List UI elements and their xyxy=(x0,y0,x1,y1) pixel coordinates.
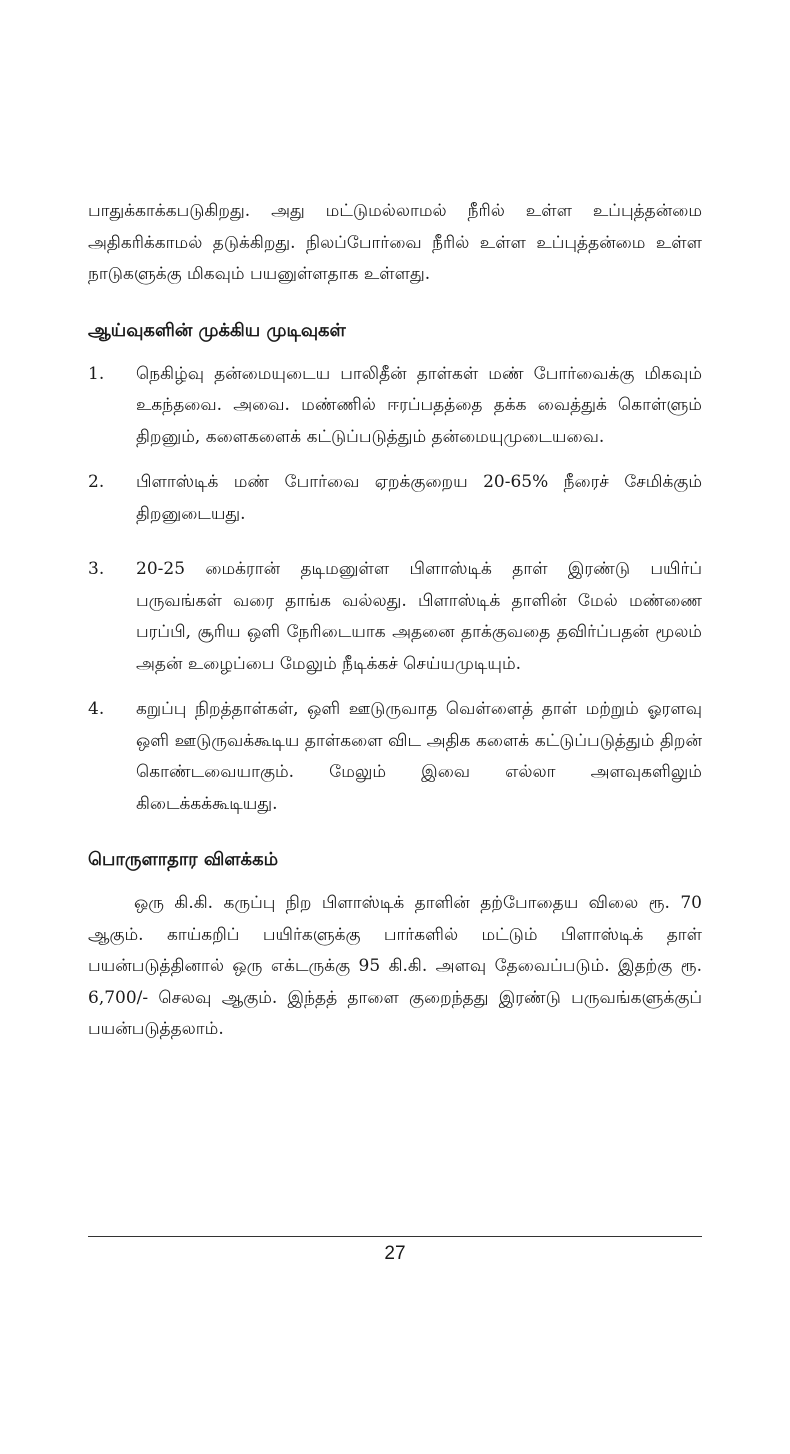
list-item-text: நெகிழ்வு தன்மையுடைய பாலிதீன் தாள்கள் மண் போர்வைக்கு மிகவும் உகந்தவை. அவை. மண்ணில் ஈரப்பதத்தை தக்க வைத்துக் கொள்ளும் திறனும், களைகளைக் கட்டுப்படுத்தும் தன்மையுமுடையவை. xyxy=(136,363,702,447)
findings-heading: ஆய்வுகளின் முக்கிய முடிவுகள் xyxy=(88,319,346,341)
list-item-number: 3. xyxy=(88,559,105,579)
list-item-text: கறுப்பு நிறத்தாள்கள், ஒளி ஊடுருவாத வெள்ளைத் தாள் மற்றும் ஓரளவு ஒளி ஊடுருவக்கூடிய தாள்களை விட அதிக களைக் கட்டுப்படுத்தும் திறன் கொண்டவையாகும். மேலும் இவை எல்லா அளவுகளிலும் கிடைக்கக்கூடியது. xyxy=(136,699,702,814)
list-item xyxy=(88,694,702,820)
findings-list xyxy=(88,359,702,821)
list-item-number: 4. xyxy=(88,699,105,719)
footer-divider xyxy=(88,1236,702,1237)
intro-paragraph: பாதுக்காக்கபடுகிறது. அது மட்டுமல்லாமல் நீரில் உள்ள உப்புத்தன்மை அதிகரிக்காமல் தடுக்கிறது. நிலப்போர்வை நீரில் உள்ள உப்புத்தன்மை உள்ள நாடுகளுக்கு மிகவும் பயனுள்ளதாக உள்ளது. xyxy=(88,201,702,284)
list-item-text: 20-25 மைக்ரான் தடிமனுள்ள பிளாஸ்டிக் தாள் இரண்டு பயிர்ப் பருவங்கள் வரை தாங்க வல்லது. பிளாஸ்டிக் தாளின் மேல் மண்ணை பரப்பி, சூரிய ஒளி நேரிடையாக அதனை தாக்குவதை தவிர்ப்பதன் மூலம் அதன் உழைப்பை மேலும் நீடிக்கச் செய்யமுடியும். xyxy=(136,559,702,674)
list-item-text: பிளாஸ்டிக் மண் போர்வை ஏறக்குறைய 20-65% நீரைச் சேமிக்கும் திறனுடையது. xyxy=(136,472,702,524)
list-item xyxy=(88,554,702,680)
list-item-number: 1. xyxy=(88,363,105,384)
list-item xyxy=(88,467,702,530)
page-body xyxy=(88,196,702,1046)
page-number: 27 xyxy=(384,1243,406,1264)
list-item xyxy=(88,359,702,454)
list-item-number: 2. xyxy=(88,472,105,492)
economics-heading: பொருளாதார விளக்கம் xyxy=(88,849,279,870)
economics-paragraph: ஒரு கி.கி. கருப்பு நிற பிளாஸ்டிக் தாளின் தற்போதைய விலை ரூ. 70 ஆகும். காய்கறிப் பயிர்களுக்கு பார்களில் மட்டும் பிளாஸ்டிக் தாள் பயன்படுத்தினால் ஒரு எக்டருக்கு 95 கி.கி. அளவு தேவைப்படும். இதற்கு ரூ. 6,700/- செலவு ஆகும். இந்தத் தாளை குறைந்தது இரண்டு பருவங்களுக்குப் பயன்படுத்தலாம். xyxy=(88,893,702,1039)
